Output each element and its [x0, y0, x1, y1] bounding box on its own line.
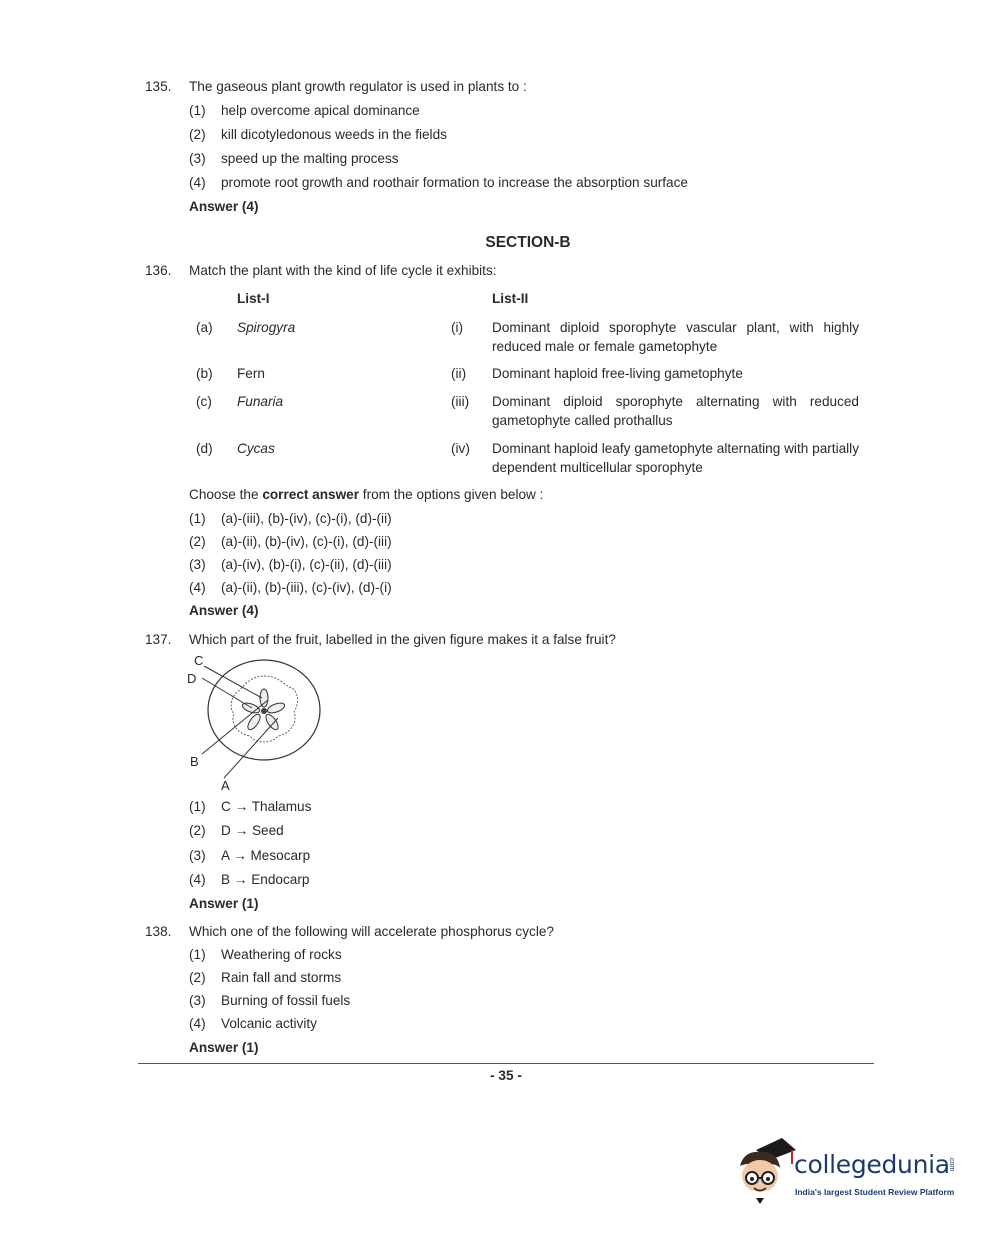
q138-option-3-text: Burning of fossil fuels: [221, 993, 351, 1008]
q137-option-3-num: (3): [189, 848, 206, 863]
brand-suffix: .com: [948, 1156, 955, 1172]
label-c: C: [194, 653, 204, 668]
row-a-roman: (i): [451, 320, 464, 335]
q138-option-2-text: Rain fall and storms: [221, 970, 342, 985]
q137-option-2-text: D → Seed: [221, 823, 284, 838]
q136-choose-instruction: Choose the correct answer from the options given below :: [189, 487, 544, 502]
q136-option-3-text: (a)-(iv), (b)-(i), (c)-(ii), (d)-(iii): [221, 557, 392, 572]
false-fruit-figure: [180, 648, 330, 796]
row-c-description: Dominant diploid sporophyte alternating with reduced gametophyte called prothallus: [492, 394, 859, 428]
page-number: - 35 -: [490, 1068, 522, 1083]
q138-option-1-num: (1): [189, 947, 206, 962]
q135-option-3-text: speed up the malting process: [221, 151, 399, 166]
q135-option-2-num: (2): [189, 127, 206, 142]
row-c-label: (c): [196, 394, 212, 409]
brand-logo[interactable]: [734, 1136, 964, 1208]
q137-option-4-num: (4): [189, 872, 206, 887]
q136-option-4-text: (a)-(ii), (b)-(iii), (c)-(iv), (d)-(i): [221, 580, 392, 595]
row-d-description: Dominant haploid leafy gametophyte alternating with partially dependent multicellular sporophyte: [492, 441, 859, 475]
row-d-roman: (iv): [451, 441, 470, 456]
row-c-plant: Funaria: [237, 394, 284, 409]
pointer-line-d: [202, 678, 252, 708]
mascot-icon: [734, 1136, 796, 1204]
row-a-plant: Spirogyra: [237, 320, 296, 335]
q135-number: 135.: [145, 79, 172, 94]
q136-option-1-num: (1): [189, 511, 206, 526]
q137-option-1-num: (1): [189, 799, 206, 814]
label-a: A: [221, 778, 230, 793]
q135-text: The gaseous plant growth regulator is used in plants to :: [189, 79, 527, 94]
fruit-centre: [261, 708, 267, 714]
brand-tagline: India's largest Student Review Platform: [795, 1187, 955, 1197]
row-d-label: (d): [196, 441, 213, 456]
brand-name: collegedunia: [794, 1150, 950, 1179]
q137-answer: Answer (1): [189, 896, 259, 911]
q138-text: Which one of the following will accelerate phosphorus cycle?: [189, 924, 554, 939]
row-a-description: Dominant diploid sporophyte vascular plant, with highly reduced male or female gametophyte: [492, 320, 859, 354]
q137-option-3-text: A → Mesocarp: [221, 848, 311, 863]
row-a-label: (a): [196, 320, 213, 335]
q135-option-4-text: promote root growth and roothair formation to increase the absorption surface: [221, 175, 688, 190]
q137-option-2-num: (2): [189, 823, 206, 838]
label-d: D: [187, 671, 197, 686]
row-b-plant: Fern: [237, 366, 265, 381]
q135-option-1-text: help overcome apical dominance: [221, 103, 420, 118]
list-1-heading: List-I: [237, 291, 270, 306]
row-b-roman: (ii): [451, 366, 467, 381]
footer-divider: [138, 1063, 874, 1064]
q136-answer: Answer (4): [189, 603, 259, 618]
list-2-heading: List-II: [492, 291, 529, 306]
row-b-label: (b): [196, 366, 213, 381]
q135-option-2-text: kill dicotyledonous weeds in the fields: [221, 127, 447, 142]
q136-number: 136.: [145, 263, 172, 278]
q135-option-4-num: (4): [189, 175, 206, 190]
q138-answer: Answer (1): [189, 1040, 259, 1055]
q137-number: 137.: [145, 632, 172, 647]
label-b: B: [190, 754, 199, 769]
pointer-line-b: [202, 700, 268, 754]
q138-option-3-num: (3): [189, 993, 206, 1008]
q136-text: Match the plant with the kind of life cycle it exhibits:: [189, 263, 497, 278]
q137-text: Which part of the fruit, labelled in the given figure makes it a false fruit?: [189, 632, 616, 647]
q137-option-1-text: C → Thalamus: [221, 799, 312, 814]
q135-option-3-num: (3): [189, 151, 206, 166]
q138-option-4-num: (4): [189, 1016, 206, 1031]
q136-option-1-text: (a)-(iii), (b)-(iv), (c)-(i), (d)-(ii): [221, 511, 392, 526]
q135-option-1-num: (1): [189, 103, 206, 118]
row-c-roman: (iii): [451, 394, 470, 409]
row-d-plant: Cycas: [237, 441, 275, 456]
q138-number: 138.: [145, 924, 172, 939]
q136-option-2-text: (a)-(ii), (b)-(iv), (c)-(i), (d)-(iii): [221, 534, 392, 549]
section-heading: SECTION-B: [485, 234, 571, 251]
q137-option-4-text: B → Endocarp: [221, 872, 310, 887]
q138-option-2-num: (2): [189, 970, 206, 985]
q138-option-4-text: Volcanic activity: [221, 1016, 317, 1031]
pointer-line-c: [204, 666, 262, 698]
q135-answer: Answer (4): [189, 199, 259, 214]
row-b-description: Dominant haploid free-living gametophyte: [492, 366, 743, 381]
q136-option-3-num: (3): [189, 557, 206, 572]
q136-option-2-num: (2): [189, 534, 206, 549]
q138-option-1-text: Weathering of rocks: [221, 947, 342, 962]
q136-option-4-num: (4): [189, 580, 206, 595]
